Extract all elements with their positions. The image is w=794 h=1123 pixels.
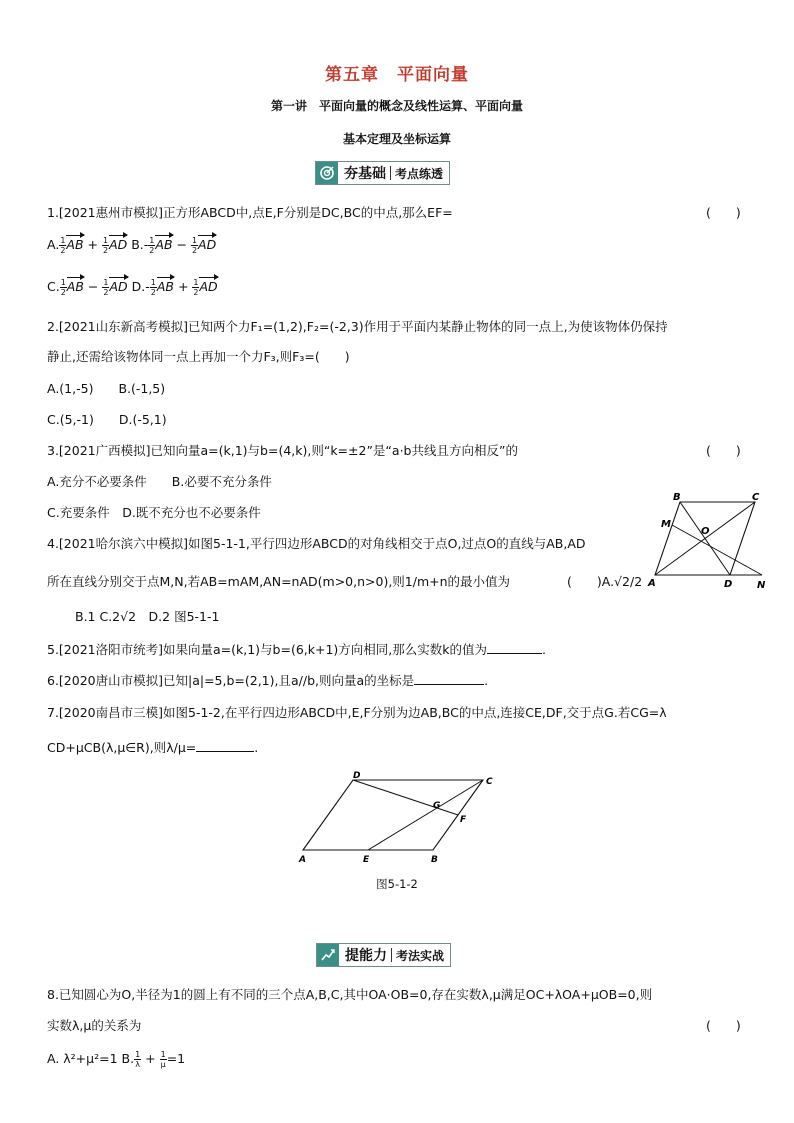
option-b-label: B.- bbox=[131, 237, 149, 252]
lecture-title-line2: 基本定理及坐标运算 bbox=[342, 132, 451, 146]
fraction: $\frac{1}{2}$ bbox=[193, 278, 199, 297]
section-badge-ability bbox=[316, 943, 451, 967]
badge-sub-label: 考法实战 bbox=[396, 948, 445, 963]
badge-main-label: 提能力 bbox=[345, 948, 387, 964]
chart-icon bbox=[317, 944, 339, 966]
question-4-options: B.1 C.2√2 D.2 图5-1-1 bbox=[75, 609, 220, 624]
option-c-label: C. bbox=[47, 279, 60, 294]
fraction: $\frac{1}{2}$ bbox=[191, 236, 198, 255]
fig-label-a: A bbox=[299, 855, 306, 865]
answer-paren: ( ) bbox=[706, 443, 741, 458]
question-7-line2: CD+μCB(λ,μ∈R),则λ/μ= bbox=[47, 740, 197, 755]
question-2-line2: 静止,还需给该物体同一点上再加一个力F₃,则F₃=( ) bbox=[47, 349, 350, 364]
question-1 bbox=[47, 203, 453, 221]
fig-label-d: D bbox=[353, 771, 361, 781]
question-3-text: 3.[2021广西模拟]已知向量a=(k,1)与b=(4,k),则“k=±2”是“a·b共线且方向相反”的 bbox=[47, 443, 518, 458]
fig-label-b: B bbox=[673, 492, 681, 503]
question-7-line1: 7.[2020南昌市三模]如图5-1-2,在平行四边形ABCD中,E,F分别为边AB,BC的中点,连接CE,DF,交于点G.若CG=λ bbox=[47, 705, 667, 720]
target-icon bbox=[316, 162, 338, 184]
fig-label-g: G bbox=[433, 801, 441, 811]
question-8-option-ab: A. λ²+μ²=1 B. bbox=[47, 1051, 135, 1066]
vector-ad: AD bbox=[199, 279, 218, 294]
vector-ab: AB bbox=[155, 237, 173, 252]
option-row: A. $\frac{1}{2}$ AB + $\frac{1}{2}$ AD B.- $\frac{1}{2}$ AB − $\frac{1}{2}$ AD bbox=[47, 236, 217, 255]
answer-blank[interactable] bbox=[196, 751, 254, 752]
question-6-text: 6.[2020唐山市模拟]已知|a|=5,b=(2,1),且a//b,则向量a的坐标是 bbox=[47, 673, 415, 688]
fig-label-b: B bbox=[431, 855, 438, 865]
fraction: $\frac{1}{\lambda}$ bbox=[135, 1050, 141, 1069]
answer-paren: ( ) bbox=[706, 205, 741, 220]
vector-ab: AB bbox=[156, 279, 174, 294]
fraction: $\frac{1}{\mu}$ bbox=[160, 1050, 166, 1069]
chapter-title: 第五章 平面向量 bbox=[325, 65, 469, 85]
fig-label-f: F bbox=[460, 815, 467, 825]
figure-caption: 图5-1-2 bbox=[376, 877, 418, 891]
question-2-line1: 2.[2021山东新高考模拟]已知两个力F₁=(1,2),F₂=(-2,3)作用于平面内某静止物体的同一点上,为使该物体仍保持 bbox=[47, 319, 668, 334]
badge-sub-label: 考点练透 bbox=[395, 166, 444, 181]
fraction: $\frac{1}{2}$ bbox=[103, 278, 109, 297]
badge-main-label: 夯基础 bbox=[344, 166, 386, 182]
fraction: $\frac{1}{2}$ bbox=[149, 236, 155, 255]
figure-5-1-1 bbox=[640, 490, 770, 595]
question-8-options: A. λ²+μ²=1 B. $\frac{1}{\lambda}$ + $\frac{1}{\mu}$ =1 bbox=[47, 1050, 186, 1069]
vector-ad: AD bbox=[109, 279, 128, 294]
fig-label-o: O bbox=[701, 526, 710, 537]
section-badge-basics bbox=[315, 161, 450, 185]
question-3-options-ab: A.充分不必要条件 B.必要不充分条件 bbox=[47, 474, 272, 489]
fraction: $\frac{1}{2}$ bbox=[60, 278, 66, 297]
question-4-line1: 4.[2021哈尔滨六中模拟]如图5-1-1,平行四边形ABCD的对角线相交于点O,过点O的直线与AB,AD bbox=[47, 536, 586, 551]
fig-label-c: C bbox=[486, 777, 493, 787]
fraction: $\frac{1}{2}$ bbox=[60, 236, 66, 255]
answer-blank[interactable] bbox=[487, 653, 542, 654]
question-4-paren-option-a: ( )A.√2/2 bbox=[567, 574, 643, 589]
question-1-text: 1.[2021惠州市模拟]正方形ABCD中,点E,F分别是DC,BC的中点,那么EF= bbox=[47, 205, 453, 220]
vector-ab: AB bbox=[66, 279, 84, 294]
fig-label-n: N bbox=[757, 580, 766, 591]
fig-label-d: D bbox=[724, 579, 733, 590]
vector-ab: AB bbox=[66, 237, 84, 252]
option-a-label: A. bbox=[47, 237, 60, 252]
answer-blank[interactable] bbox=[414, 684, 484, 685]
question-3-options-cd: C.充要条件 D.既不充分也不必要条件 bbox=[47, 505, 261, 520]
option-d-label: D.- bbox=[131, 279, 150, 294]
figure-5-1-2 bbox=[295, 770, 495, 865]
question-6: 6.[2020唐山市模拟]已知|a|=5,b=(2,1),且a//b,则向量a的坐标是 . bbox=[47, 673, 489, 688]
lecture-title: 第一讲 平面向量的概念及线性运算、平面向量 bbox=[270, 99, 523, 113]
question-7-line2-wrap: CD+μCB(λ,μ∈R),则λ/μ= . bbox=[47, 740, 259, 755]
fraction: $\frac{1}{2}$ bbox=[102, 236, 109, 255]
fraction: $\frac{1}{2}$ bbox=[150, 278, 156, 297]
vector-ad: AD bbox=[109, 237, 128, 252]
question-4-line2: 所在直线分别交于点M,N,若AB=mAM,AN=nAD(m>0,n>0),则1/m+n的最小值为 bbox=[47, 574, 511, 589]
fig-label-a: A bbox=[648, 578, 656, 589]
question-2-options-ab: A.(1,-5) B.(-1,5) bbox=[47, 381, 166, 396]
fig-label-c: C bbox=[752, 492, 760, 503]
question-5-text: 5.[2021洛阳市统考]如果向量a=(k,1)与b=(6,k+1)方向相同,那么实数k的值为 bbox=[47, 642, 488, 657]
vector-ad: AD bbox=[198, 237, 217, 252]
option-row: C. $\frac{1}{2}$ AB − $\frac{1}{2}$ AD D.- $\frac{1}{2}$ AB + $\frac{1}{2}$ AD bbox=[47, 278, 218, 297]
question-5: 5.[2021洛阳市统考]如果向量a=(k,1)与b=(6,k+1)方向相同,那么实数k的值为 . bbox=[47, 642, 546, 657]
fig-label-e: E bbox=[363, 855, 370, 865]
question-2-options-cd: C.(5,-1) D.(-5,1) bbox=[47, 412, 167, 427]
question-8-line2: 实数λ,μ的关系为 bbox=[47, 1018, 142, 1033]
question-8-line1: 8.已知圆心为O,半径为1的圆上有不同的三个点A,B,C,其中OA·OB=0,存在实数λ,μ满足OC+λOA+μOB=0,则 bbox=[47, 987, 653, 1002]
fig-label-m: M bbox=[661, 519, 671, 530]
answer-paren: ( ) bbox=[706, 1018, 741, 1033]
